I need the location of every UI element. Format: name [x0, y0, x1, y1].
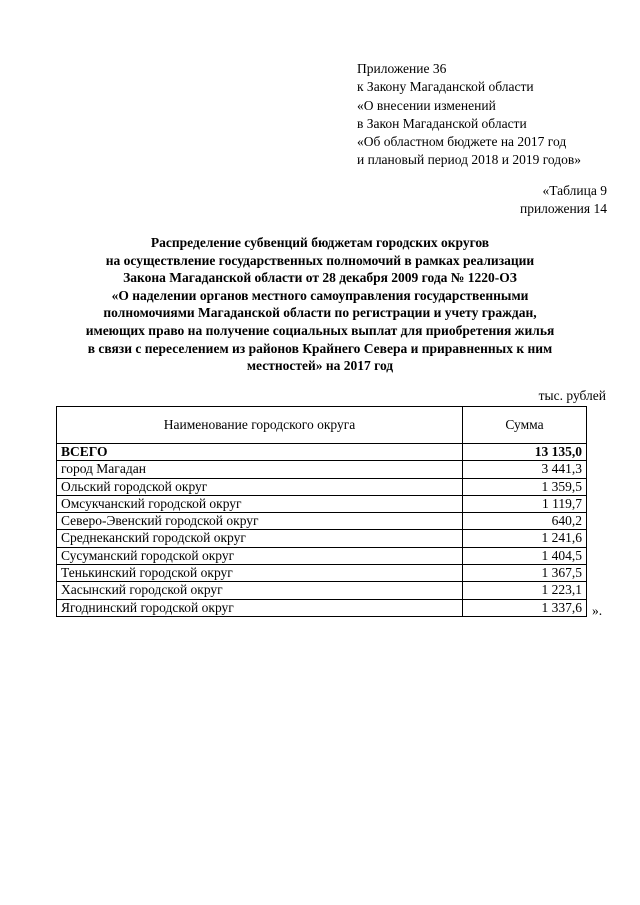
document-title: [40, 234, 600, 375]
title-line: в связи с переселением из районов Крайнего Севера и приравненных к ним: [87, 340, 553, 356]
appendix-header: [357, 60, 581, 170]
table-row: [57, 547, 587, 564]
table-row: [57, 495, 587, 512]
district-name: Тенькинский городской округ: [57, 565, 463, 582]
table-row: [57, 461, 587, 478]
total-sum: 13 135,0: [463, 444, 587, 461]
table-row: [57, 530, 587, 547]
district-sum: 1 359,5: [463, 478, 587, 495]
header-sum: Сумма: [463, 407, 587, 444]
district-sum: 1 404,5: [463, 547, 587, 564]
title-line: полномочиями Магаданской области по регистрации и учету граждан,: [103, 305, 537, 321]
table-row: [57, 599, 587, 616]
district-sum: 1 119,7: [463, 495, 587, 512]
title-line: имеющих право на получение социальных выплат для приобретения жилья: [85, 322, 555, 338]
district-name: Сусуманский городской округ: [57, 547, 463, 564]
district-sum: 1 337,6: [463, 599, 587, 616]
total-label: ВСЕГО: [57, 444, 463, 461]
appendix-line: «Об областном бюджете на 2017 год: [357, 134, 567, 150]
appendix-line: в Закон Магаданской области: [357, 115, 527, 131]
table-reference: [520, 182, 607, 219]
district-sum: 640,2: [463, 513, 587, 530]
title-line: на осуществление государственных полномочий в рамках реализации: [105, 252, 535, 268]
table-total-row: [57, 444, 587, 461]
district-name: Ольский городской округ: [57, 478, 463, 495]
table-reference-line: «Таблица 9: [542, 183, 607, 198]
district-sum: 1 223,1: [463, 582, 587, 599]
district-name: Среднеканский городской округ: [57, 530, 463, 547]
appendix-line: Приложение 36: [357, 61, 447, 76]
title-line: Закона Магаданской области от 28 декабря 2009 года № 1220-ОЗ: [123, 270, 517, 286]
table-row: [57, 582, 587, 599]
appendix-line: и плановый период 2018 и 2019 годов»: [357, 152, 582, 168]
table-reference-line: приложения 14: [519, 201, 607, 217]
header-district-name: Наименование городского округа: [57, 407, 463, 444]
units-label: тыс. рублей: [538, 388, 606, 403]
district-name: Ягоднинский городской округ: [57, 599, 463, 616]
table-row: [57, 513, 587, 530]
appendix-line: к Закону Магаданской области: [357, 79, 534, 95]
district-name: Омсукчанский городской округ: [57, 495, 463, 512]
district-sum: 3 441,3: [463, 461, 587, 478]
district-name: Хасынский городской округ: [57, 582, 463, 599]
district-name: Северо-Эвенский городской округ: [57, 513, 463, 530]
table-header-row: [57, 407, 587, 444]
table-row: [57, 565, 587, 582]
appendix-line: «О внесении изменений: [357, 97, 496, 113]
district-name: город Магадан: [57, 461, 463, 478]
closing-quote-mark: ».: [592, 603, 603, 618]
district-sum: 1 241,6: [463, 530, 587, 547]
subvention-table: [56, 406, 587, 617]
title-line: местностей» на 2017 год: [246, 358, 394, 374]
title-line: Распределение субвенций бюджетам городских округов: [150, 235, 490, 250]
table-row: [57, 478, 587, 495]
district-sum: 1 367,5: [463, 565, 587, 582]
title-line: «О наделении органов местного самоуправления государственными: [111, 287, 529, 303]
